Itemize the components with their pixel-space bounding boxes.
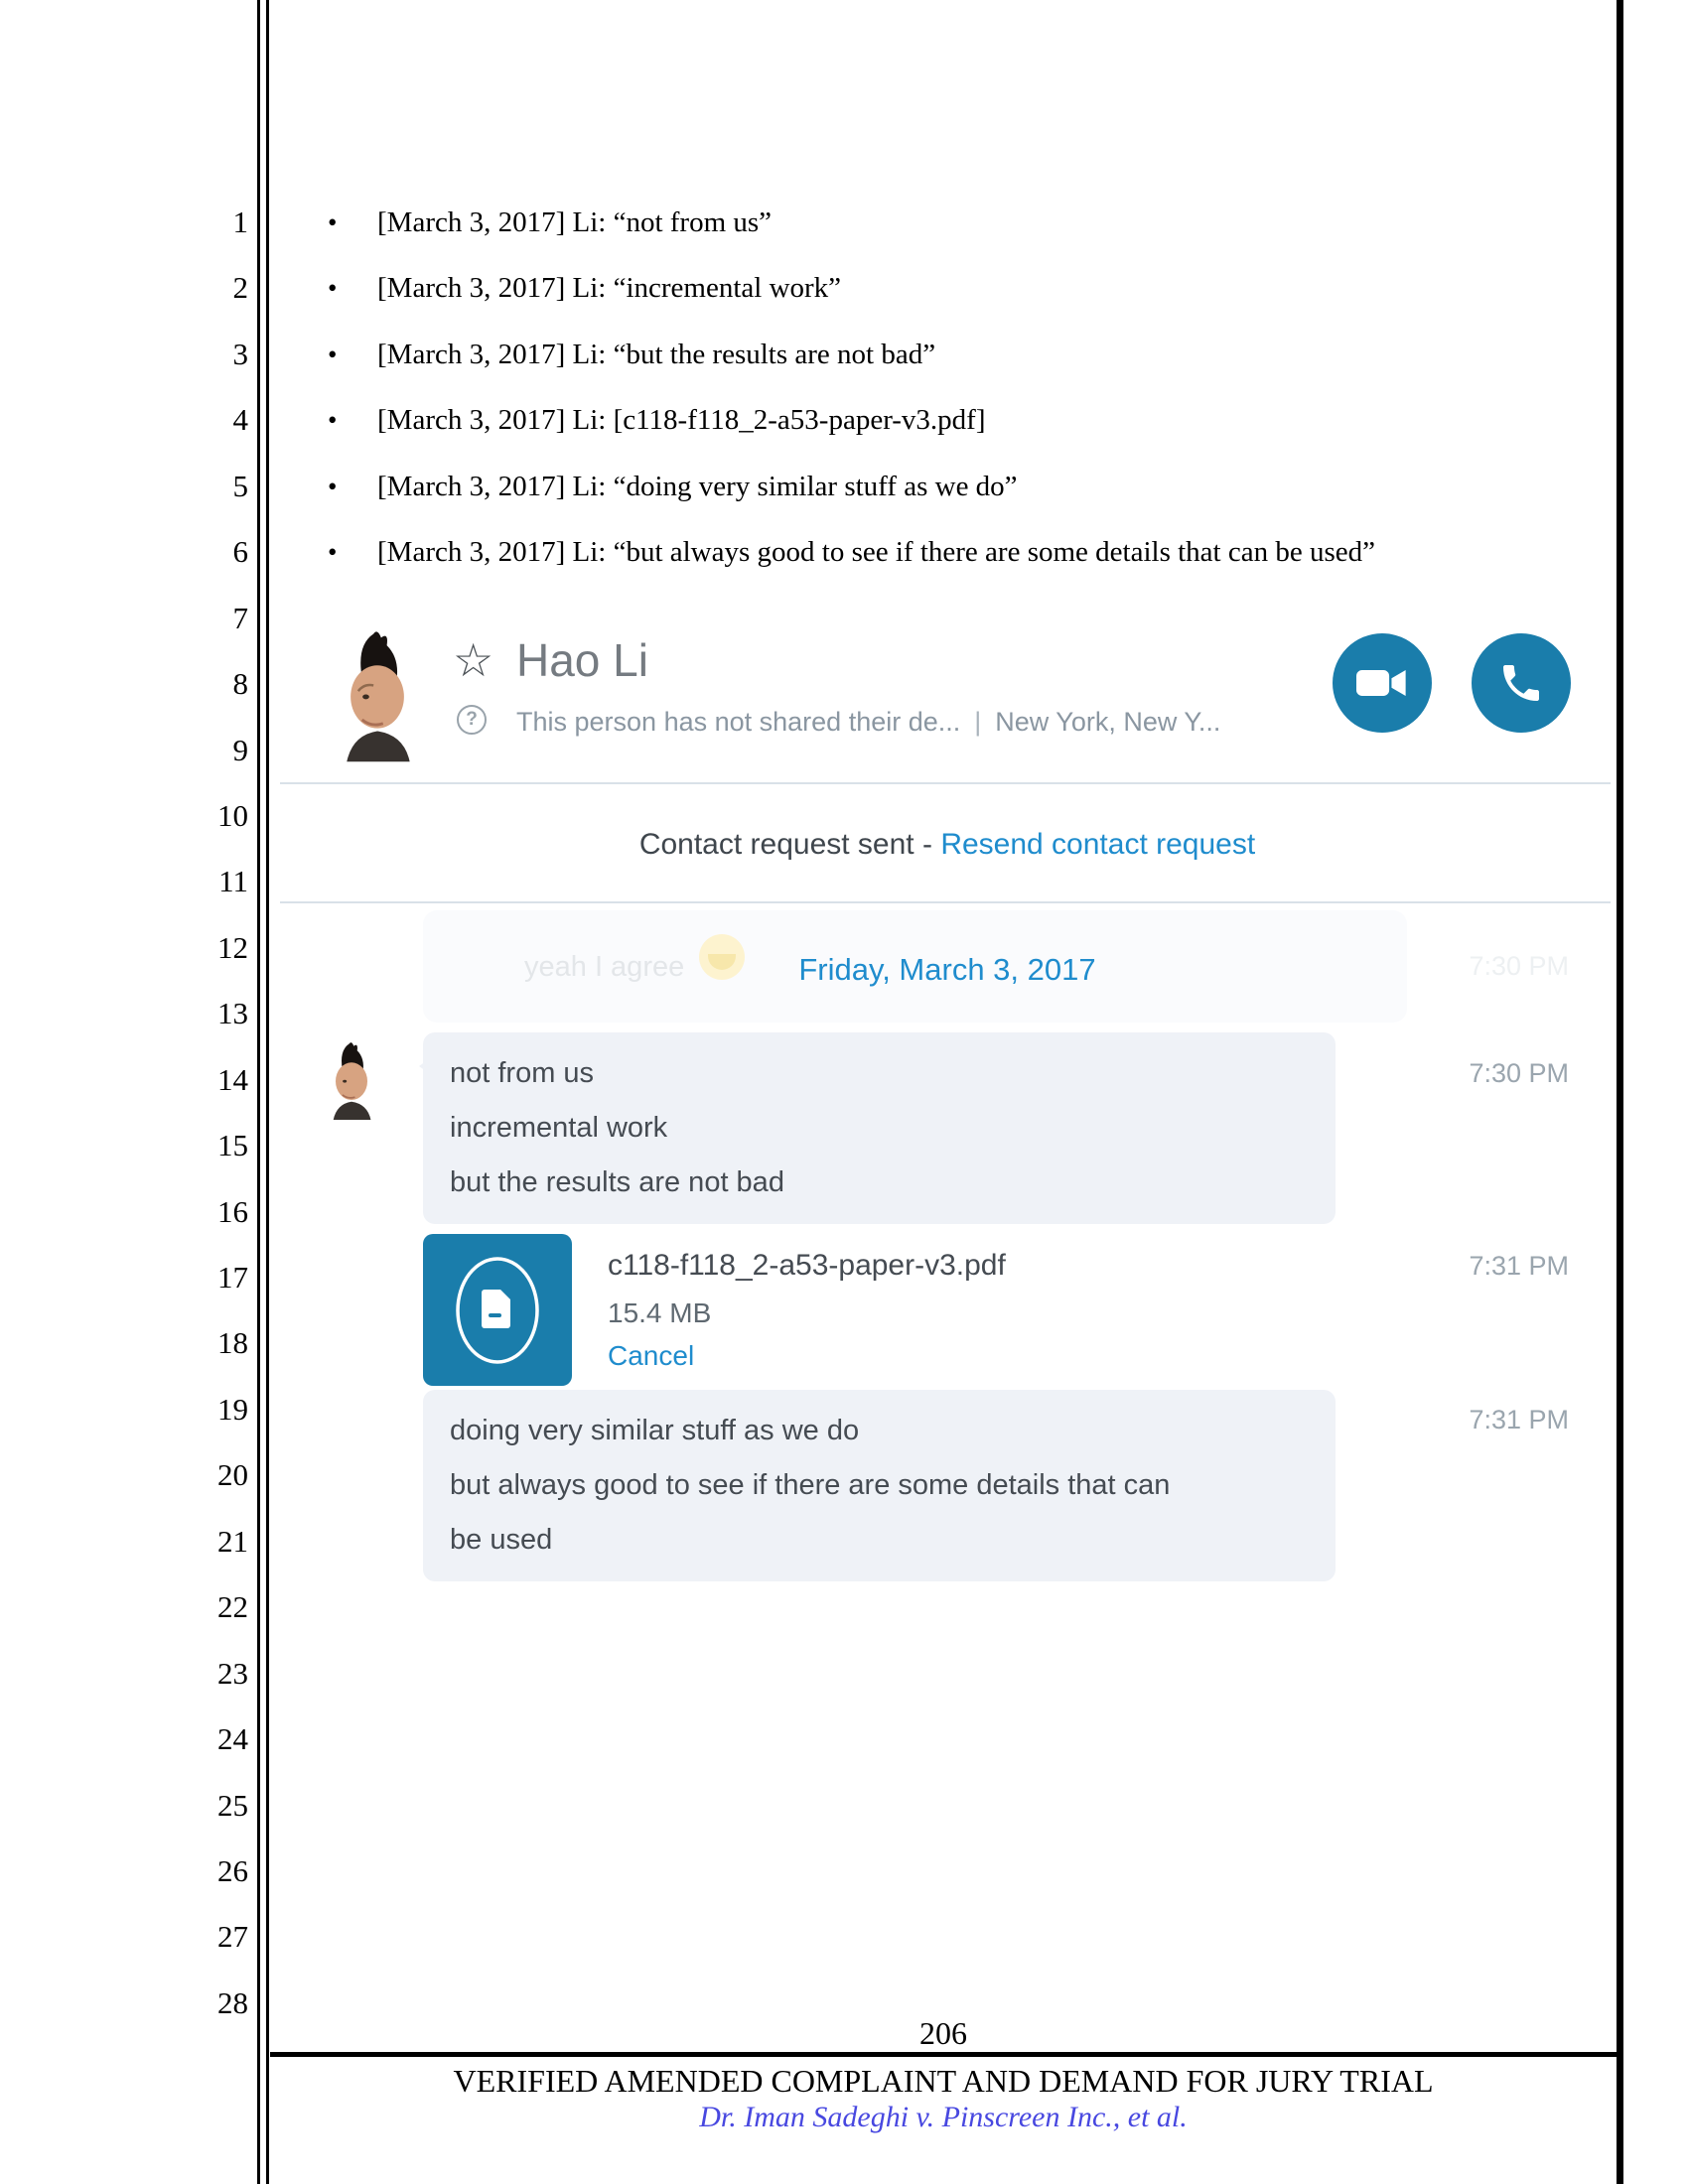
message-line: doing very similar stuff as we do (450, 1415, 860, 1446)
allegation-item (328, 190, 1569, 255)
line-number: 5 (232, 468, 248, 503)
question-circle-icon: ? (457, 705, 487, 735)
line-number: 17 (217, 1260, 248, 1295)
line-numbers (129, 190, 248, 2036)
file-timestamp: 7:31 PM (1469, 1251, 1569, 1281)
file-name: c118-f118_2-a53-paper-v3.pdf (608, 1249, 1006, 1282)
allegation-item (328, 255, 1569, 321)
line-number: 8 (232, 666, 248, 702)
file-transfer-tile[interactable] (423, 1234, 572, 1386)
message-line: incremental work (450, 1112, 668, 1144)
line-number: 24 (217, 1721, 248, 1757)
ghost-message-time: 7:30 PM (1469, 951, 1569, 981)
allegation-text: [March 3, 2017] Li: “not from us” (377, 206, 773, 238)
message-line: but the results are not bad (450, 1166, 784, 1198)
message-timestamp: 7:30 PM (1469, 1058, 1569, 1088)
line-number: 25 (217, 1787, 248, 1823)
video-call-icon (1356, 665, 1408, 701)
left-margin-rule-inner (266, 0, 269, 2184)
allegation-text: [March 3, 2017] Li: [c118-f118_2-a53-paper-v3.pdf] (377, 404, 986, 437)
line-number: 11 (218, 864, 248, 899)
message-bubble (423, 1032, 1336, 1224)
bullet-icon: • (328, 537, 338, 568)
line-number: 10 (217, 797, 248, 833)
allegation-text: [March 3, 2017] Li: “incremental work” (377, 272, 842, 305)
favorite-star-icon[interactable]: ☆ (453, 634, 494, 686)
line-number: 27 (217, 1919, 248, 1955)
message-timestamp: 7:31 PM (1469, 1405, 1569, 1434)
line-number: 26 (217, 1852, 248, 1888)
line-number: 12 (217, 929, 248, 965)
contact-request-status: Contact request sent - (638, 828, 941, 861)
line-number: 2 (232, 270, 248, 306)
bullet-icon: • (328, 471, 338, 501)
allegation-item (328, 519, 1569, 585)
allegations-list (328, 190, 1569, 586)
line-number: 22 (217, 1589, 248, 1625)
allegation-text: [March 3, 2017] Li: “but the results are not bad” (377, 338, 936, 370)
header-divider (280, 782, 1611, 784)
allegation-text: [March 3, 2017] Li: “but always good to see if there are some details that can be used” (377, 536, 1375, 569)
footer-rule (270, 2052, 1618, 2057)
contact-avatar[interactable] (330, 627, 425, 762)
right-margin-rule (1617, 0, 1623, 2184)
line-number: 9 (232, 732, 248, 767)
message-avatar (320, 1040, 383, 1120)
skype-screenshot (278, 615, 1617, 1668)
line-number: 7 (232, 600, 248, 635)
contact-location: New York, New Y... (995, 707, 1221, 737)
line-number: 21 (217, 1523, 248, 1559)
voice-call-button[interactable] (1472, 633, 1571, 733)
message-line: be used (450, 1524, 553, 1556)
details-separator: | (974, 707, 982, 737)
line-number: 20 (217, 1457, 248, 1493)
contact-details (516, 707, 1220, 738)
message-line: but always good to see if there are some details that can (450, 1469, 1171, 1501)
line-number: 4 (232, 402, 248, 438)
line-number: 6 (232, 534, 248, 570)
bullet-icon: • (328, 339, 338, 369)
contact-name: Hao Li (516, 634, 648, 686)
line-number: 15 (217, 1128, 248, 1163)
contact-request-banner (278, 828, 1617, 862)
bullet-icon: • (328, 273, 338, 304)
document-file-icon (443, 1246, 552, 1375)
line-number: 28 (217, 1984, 248, 2020)
line-number: 18 (217, 1325, 248, 1361)
line-number: 14 (217, 1061, 248, 1097)
banner-divider (280, 901, 1611, 903)
allegation-text: [March 3, 2017] Li: “doing very similar stuff as we do” (377, 470, 1018, 502)
bullet-icon: • (328, 207, 338, 237)
line-number: 23 (217, 1655, 248, 1691)
voice-call-icon (1497, 659, 1545, 707)
file-size: 15.4 MB (608, 1297, 712, 1328)
file-cancel-link[interactable]: Cancel (608, 1340, 695, 1371)
allegation-item (328, 387, 1569, 453)
footer-title: VERIFIED AMENDED COMPLAINT AND DEMAND FOR JURY TRIAL (453, 2063, 1434, 2099)
resend-contact-request-link[interactable]: Resend contact request (940, 828, 1256, 861)
line-number: 3 (232, 336, 248, 371)
video-call-button[interactable] (1333, 633, 1432, 733)
contact-details-text: This person has not shared their de... (516, 707, 961, 737)
line-number: 1 (232, 205, 248, 239)
allegation-item (328, 454, 1569, 519)
line-number: 19 (217, 1391, 248, 1427)
chat-date-header: Friday, March 3, 2017 (798, 952, 1096, 987)
left-margin-rule-outer (257, 0, 260, 2184)
page-number: 206 (919, 2015, 967, 2051)
bullet-icon: • (328, 405, 338, 436)
line-number: 16 (217, 1193, 248, 1229)
ghost-message-text: yeah I agree (524, 951, 685, 983)
message-bubble (423, 1390, 1336, 1581)
footer-case-name: Dr. Iman Sadeghi v. Pinscreen Inc., et al. (699, 2101, 1188, 2133)
allegation-item (328, 322, 1569, 387)
message-line: not from us (450, 1057, 595, 1089)
line-number: 13 (217, 996, 248, 1031)
